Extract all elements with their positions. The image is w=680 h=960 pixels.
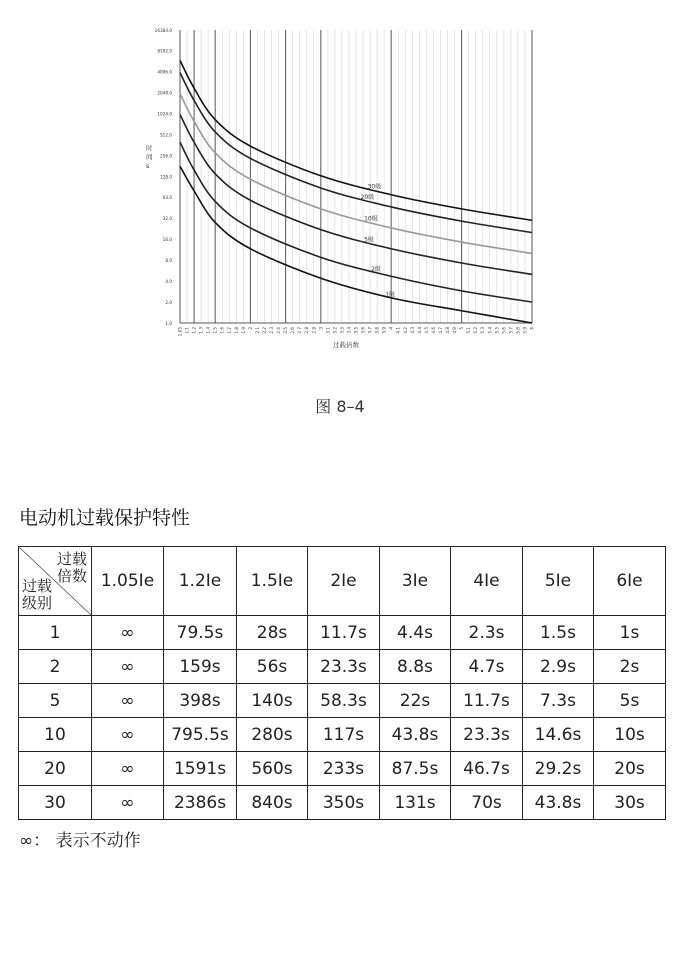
x-tick-label: 5.8 (515, 327, 521, 334)
x-tick-label: 5.9 (522, 327, 528, 334)
table-cell: ∞ (92, 684, 164, 718)
table-cell: 30s (594, 786, 666, 820)
corner-top-label-1: 过载 (56, 550, 87, 568)
x-tick-label: 1.3 (198, 327, 204, 334)
table-cell: 14.6s (523, 718, 594, 752)
table-cell: ∞ (92, 752, 164, 786)
table-cell: 131s (380, 786, 451, 820)
footnote: ∞： 表示不动作 (19, 831, 141, 851)
table-cell: 23.3s (308, 650, 380, 684)
table-cell: 280s (237, 718, 308, 752)
table-cell: 4.4s (380, 616, 451, 650)
table-cell: 28s (237, 616, 308, 650)
y-tick-label: 4096.0 (157, 69, 172, 75)
x-tick-label: 5.2 (473, 327, 479, 334)
series-label: 30级 (367, 183, 382, 191)
table-cell: 20s (594, 752, 666, 786)
row-level-cell: 30 (19, 786, 92, 820)
x-tick-label: 3.2 (332, 327, 338, 334)
corner-top-label-2: 倍数 (56, 567, 87, 585)
column-header: 1.05Ie (92, 547, 164, 616)
y-tick-label: 512.0 (160, 132, 172, 138)
table-cell: 2.3s (451, 616, 523, 650)
x-tick-label: 1.6 (219, 327, 225, 334)
x-tick-label: 2.4 (276, 327, 282, 334)
table-cell: 398s (164, 684, 237, 718)
x-tick-label: 1.5 (212, 327, 218, 334)
x-tick-label: 2 (247, 327, 253, 330)
y-tick-label: 2048.0 (157, 90, 172, 96)
x-tick-label: 2.5 (283, 327, 289, 334)
table-cell: 1.5s (523, 616, 594, 650)
column-header: 4Ie (451, 547, 523, 616)
overload-table (18, 546, 666, 820)
x-tick-label: 4.7 (437, 327, 443, 334)
x-tick-label: 4.9 (452, 327, 458, 334)
x-tick-label: 2.8 (304, 327, 310, 334)
y-axis-title-char: 时 (146, 144, 153, 152)
table-cell: 140s (237, 684, 308, 718)
x-tick-label: 3.3 (339, 327, 345, 334)
x-tick-label: 3.5 (353, 327, 359, 334)
y-axis-title-char: 间 (146, 153, 153, 161)
column-header: 1.2Ie (164, 547, 237, 616)
series-label: 10级 (364, 215, 378, 223)
y-tick-label: 16.0 (162, 237, 172, 243)
x-tick-label: 2.3 (269, 327, 275, 334)
table-cell: 233s (308, 752, 380, 786)
row-level-cell: 10 (19, 718, 92, 752)
x-tick-label: 1.9 (240, 327, 246, 334)
y-tick-label: 64.0 (162, 195, 172, 201)
figure-caption: 图 8–4 (315, 397, 365, 416)
table-row (19, 684, 666, 718)
y-axis-title-char: s (146, 162, 150, 170)
x-tick-label: 3.7 (367, 327, 373, 334)
table-cell: 87.5s (380, 752, 451, 786)
table-cell: ∞ (92, 650, 164, 684)
table-row (19, 786, 666, 820)
table-cell: 5s (594, 684, 666, 718)
table-cell: 22s (380, 684, 451, 718)
column-header: 6Ie (594, 547, 666, 616)
x-tick-label: 5.1 (466, 327, 472, 334)
table-cell: ∞ (92, 718, 164, 752)
series-label: 2级 (371, 265, 381, 273)
table-row (19, 616, 666, 650)
x-tick-label: 3.4 (346, 327, 352, 334)
table-cell: 10s (594, 718, 666, 752)
table-row (19, 752, 666, 786)
x-tick-label: 2.2 (261, 327, 267, 334)
table-cell: ∞ (92, 786, 164, 820)
series-label: 20级 (360, 193, 375, 201)
x-tick-label: 4 (388, 327, 394, 330)
chart-grid (180, 30, 532, 323)
table-row (19, 718, 666, 752)
x-axis-title: 过载倍数 (333, 341, 359, 349)
column-header: 3Ie (380, 547, 451, 616)
x-tick-label: 4.6 (430, 327, 436, 334)
table-cell: 70s (451, 786, 523, 820)
x-tick-label: 2.6 (290, 327, 296, 334)
table-cell: 159s (164, 650, 237, 684)
table-cell: 1591s (164, 752, 237, 786)
table-cell: 79.5s (164, 616, 237, 650)
table-cell: 8.8s (380, 650, 451, 684)
column-header: 2Ie (308, 547, 380, 616)
corner-cell (19, 547, 92, 616)
series-label: 1级 (385, 291, 396, 299)
x-tick-label: 2.1 (254, 327, 260, 334)
corner-bottom-label-1: 过载 (22, 577, 53, 595)
table-cell: 1s (594, 616, 666, 650)
x-tick-label: 4.4 (416, 327, 422, 334)
x-tick-label: 5.5 (494, 327, 500, 334)
series-label: 5级 (364, 236, 374, 244)
y-tick-label: 128.0 (160, 174, 172, 180)
x-tick-label: 3.1 (325, 327, 331, 334)
row-level-cell: 1 (19, 616, 92, 650)
x-tick-label: 2.7 (297, 327, 303, 334)
x-tick-label: 2.9 (311, 327, 317, 334)
table-cell: 58.3s (308, 684, 380, 718)
row-level-cell: 2 (19, 650, 92, 684)
table-cell: 560s (237, 752, 308, 786)
table-header-row (19, 547, 666, 616)
x-tick-label: 5 (459, 327, 465, 330)
x-tick-label: 4.5 (423, 327, 429, 334)
y-tick-label: 8.0 (165, 258, 172, 264)
column-header: 5Ie (523, 547, 594, 616)
x-tick-label: 5.4 (487, 327, 493, 334)
table-cell: 43.8s (523, 786, 594, 820)
table-cell: 43.8s (380, 718, 451, 752)
table-cell: 350s (308, 786, 380, 820)
column-header: 1.5Ie (237, 547, 308, 616)
section-title: 电动机过载保护特性 (19, 507, 191, 529)
table-cell: 117s (308, 718, 380, 752)
trip-curve-chart (0, 0, 680, 360)
x-tick-label: 1.05 (177, 327, 183, 337)
y-tick-label: 2.0 (165, 299, 172, 305)
table-cell: 2386s (164, 786, 237, 820)
row-level-cell: 20 (19, 752, 92, 786)
x-tick-label: 5.7 (508, 327, 514, 334)
x-tick-label: 5.6 (501, 326, 507, 334)
x-tick-label: 3 (318, 327, 324, 330)
x-tick-label: 4.1 (395, 327, 401, 334)
x-tick-label: 1.8 (233, 327, 239, 334)
x-tick-label: 5.3 (480, 327, 486, 334)
table-cell: 2s (594, 650, 666, 684)
y-tick-label: 8192.0 (157, 48, 172, 54)
x-tick-label: 3.6 (360, 327, 366, 334)
row-level-cell: 5 (19, 684, 92, 718)
table-cell: 2.9s (523, 650, 594, 684)
y-tick-label: 256.0 (160, 153, 172, 159)
x-tick-label: 1.7 (226, 327, 232, 334)
table-cell: 56s (237, 650, 308, 684)
table-cell: 11.7s (451, 684, 523, 718)
corner-bottom-label-2: 级别 (22, 594, 53, 612)
x-tick-label: 4.2 (402, 327, 408, 334)
x-tick-label: 4.3 (409, 327, 415, 334)
table-cell: 11.7s (308, 616, 380, 650)
x-tick-label: 3.9 (381, 327, 387, 334)
table-cell: 23.3s (451, 718, 523, 752)
x-tick-label: 1.2 (191, 327, 197, 334)
table-cell: 840s (237, 786, 308, 820)
table-row (19, 650, 666, 684)
y-tick-label: 32.0 (162, 216, 172, 222)
table-cell: 46.7s (451, 752, 523, 786)
table-cell: ∞ (92, 616, 164, 650)
x-tick-label: 1.1 (184, 327, 190, 334)
table-cell: 7.3s (523, 684, 594, 718)
table-cell: 4.7s (451, 650, 523, 684)
table-cell: 29.2s (523, 752, 594, 786)
x-tick-label: 1.4 (205, 327, 211, 334)
x-tick-label: 4.8 (445, 327, 451, 334)
x-tick-label: 3.8 (374, 327, 380, 334)
x-tick-label: 6 (529, 327, 535, 330)
y-tick-label: 1024.0 (157, 111, 172, 117)
y-tick-label: 1.0 (165, 320, 172, 326)
y-tick-label: 16384.0 (154, 27, 172, 33)
table-cell: 795.5s (164, 718, 237, 752)
y-axis-title (146, 143, 153, 170)
y-tick-label: 4.0 (165, 278, 172, 284)
